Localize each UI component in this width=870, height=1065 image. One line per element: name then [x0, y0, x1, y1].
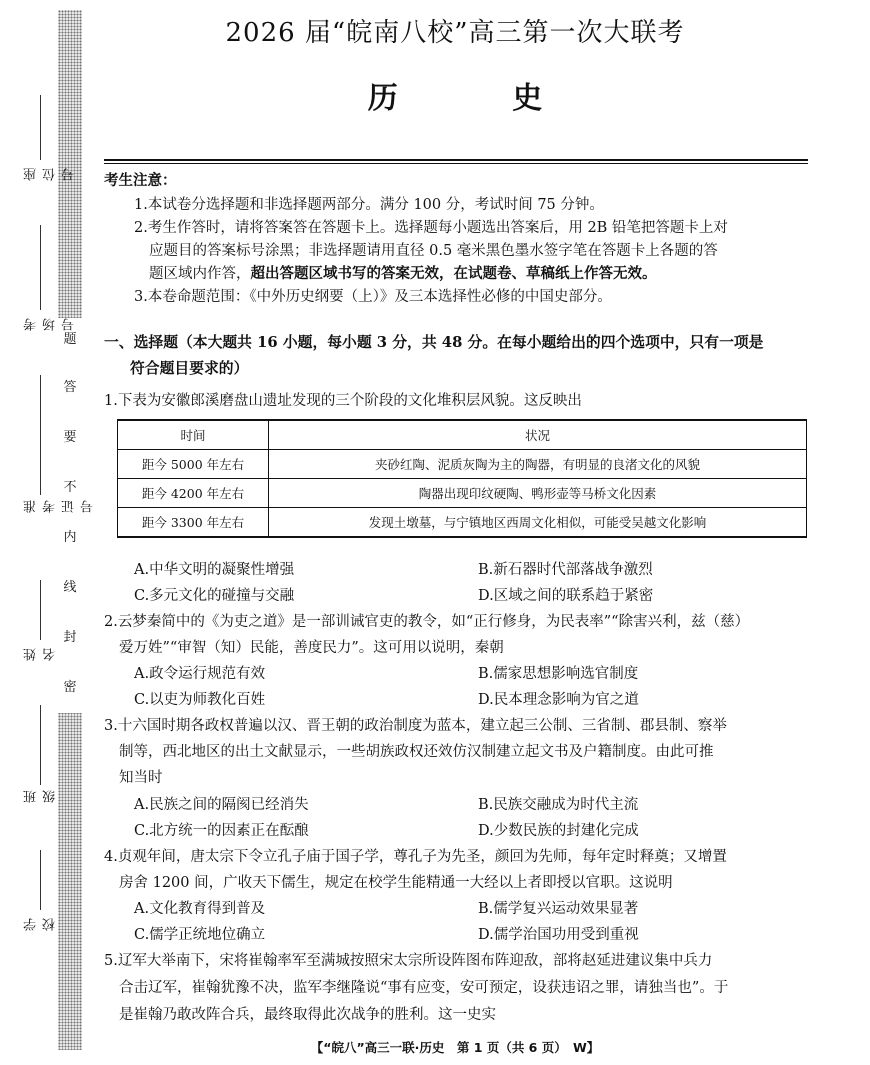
table-header-row — [118, 420, 807, 450]
seal-char: 答 — [63, 380, 77, 395]
notice-line: 应题目的答案标号涂黑；非选择题请用直径 0.5 毫米黑色墨水签字笔在答题卡上各题的答 — [149, 243, 718, 259]
exam-room-line[interactable] — [40, 225, 41, 310]
option-d: D.区域之间的联系趋于紧密 — [478, 588, 654, 604]
notice-heading: 考生注意： — [104, 172, 177, 189]
table-row — [118, 479, 807, 508]
question-2-stem: 2.云梦秦简中的《为吏之道》是一部训诫官吏的教令，如“正行修身，为民表率”“除害兴利，兹（慈） — [104, 614, 750, 630]
notice-emphasis: 超出答题区域书写的答案无效，在试题卷、草稿纸上作答无效。 — [250, 265, 657, 282]
section-heading: 一、选择题（本大题共 16 小题，每小题 3 分，共 48 分。在每小题给出的四个选项中，只有一项是 — [104, 334, 764, 351]
table-cell: 距今 4200 年左右 — [118, 479, 269, 508]
subject-title: 历 史 — [367, 81, 595, 116]
option-a: A.政令运行规范有效 — [134, 666, 266, 682]
option-d: D.儒学治国功用受到重视 — [478, 927, 639, 943]
name-label: 姓名 — [24, 648, 58, 661]
question-4-stem-cont: 房舍 1200 间，广收天下儒生，规定在校学生能精通一大经以上者即授以官职。这说明 — [119, 875, 673, 891]
admission-number-line[interactable] — [40, 375, 41, 495]
class-line[interactable] — [40, 705, 41, 785]
seal-char: 要 — [63, 430, 77, 445]
question-2-stem-cont: 爱万姓”“审智（知）民能，善度民力”。这可用以说明，秦朝 — [119, 640, 504, 656]
question-1-stem: 1.下表为安徽郎溪磨盘山遗址发现的三个阶段的文化堆积层风貌。这反映出 — [104, 393, 582, 409]
seal-char: 题 — [63, 332, 77, 347]
table-cell: 距今 5000 年左右 — [118, 450, 269, 479]
seal-char: 密 — [63, 680, 77, 695]
table-cell: 夹砂红陶、泥质灰陶为主的陶器，有明显的良渚文化的风貌 — [269, 450, 807, 479]
notice-line: 3.本卷命题范围：《中外历史纲要（上）》及三本选择性必修的中国史部分。 — [134, 289, 612, 305]
page-footer: 【“皖八”高三一联·历史 第 1 页（共 6 页） W】 — [310, 1040, 600, 1055]
question-5-stem-cont: 合击辽军，崔翰犹豫不决，监军李继隆说“事有应变，安可预定，设获违诏之罪，请独当也”。于 — [119, 980, 729, 996]
table-header: 状况 — [269, 420, 807, 450]
admission-number-label: 准考证号 — [24, 500, 96, 513]
name-line[interactable] — [40, 580, 41, 640]
seat-number-label: 座位号 — [24, 168, 77, 181]
table-row — [118, 508, 807, 538]
option-b: B.民族交融成为时代主流 — [478, 797, 639, 813]
class-label: 班级 — [24, 790, 58, 803]
question-5-stem: 5.辽军大举南下，宋将崔翰率军至满城按照宋太宗所设阵图布阵迎敌，部将赵延进建议集中兵力 — [104, 953, 713, 969]
seal-char: 内 — [63, 530, 77, 545]
question-1-table — [117, 419, 807, 538]
seal-char: 不 — [63, 480, 77, 495]
table-row — [118, 450, 807, 479]
header-rule — [104, 159, 808, 161]
option-c: C.以吏为师教化百姓 — [134, 692, 266, 708]
question-4-stem: 4.贞观年间，唐太宗下令立孔子庙于国子学，尊孔子为先圣，颜回为先师，每年定时释奠；又增置 — [104, 849, 727, 865]
table-cell: 陶器出现印纹硬陶、鸭形壶等马桥文化因素 — [269, 479, 807, 508]
school-line[interactable] — [40, 850, 41, 910]
question-3-stem-cont: 制等，西北地区的出土文献显示，一些胡族政权还效仿汉制建立起文书及户籍制度。由此可推 — [119, 744, 714, 760]
option-c: C.多元文化的碰撞与交融 — [134, 588, 295, 604]
exam-room-label: 考场号 — [24, 318, 77, 331]
section-heading-cont: 符合题目要求的） — [130, 360, 249, 377]
seal-char: 封 — [63, 630, 77, 645]
notice-line: 1.本试卷分选择题和非选择题两部分。满分 100 分，考试时间 75 分钟。 — [134, 197, 604, 213]
notice-text: 题区域内作答， — [149, 266, 251, 282]
question-5-stem-cont: 是崔翰乃敢改阵合兵，最终取得此次战争的胜利。这一史实 — [119, 1007, 496, 1023]
seal-line-box — [58, 318, 82, 713]
exam-title: 2026 届“皖南八校”高三第一次大联考 — [225, 18, 685, 48]
option-d: D.少数民族的封建化完成 — [478, 823, 639, 839]
header-rule-thin — [104, 163, 808, 164]
option-a: A.文化教育得到普及 — [134, 901, 266, 917]
school-label: 学校 — [24, 918, 58, 931]
option-c: C.北方统一的因素正在酝酿 — [134, 823, 309, 839]
option-d: D.民本理念影响为官之道 — [478, 692, 639, 708]
notice-line — [149, 262, 657, 283]
option-b: B.儒家思想影响选官制度 — [478, 666, 639, 682]
question-3-stem-cont: 知当时 — [119, 770, 163, 786]
option-c: C.儒学正统地位确立 — [134, 927, 266, 943]
notice-line: 2.考生作答时，请将答案答在答题卡上。选择题每小题选出答案后，用 2B 铅笔把答题卡上对 — [134, 220, 728, 236]
table-header: 时间 — [118, 420, 269, 450]
table-cell: 距今 3300 年左右 — [118, 508, 269, 538]
seal-char: 线 — [63, 580, 77, 595]
option-b: B.儒学复兴运动效果显著 — [478, 901, 639, 917]
question-3-stem: 3.十六国时期各政权普遍以汉、晋王朝的政治制度为蓝本，建立起三公制、三省制、郡县制、察举 — [104, 718, 727, 734]
option-a: A.中华文明的凝聚性增强 — [134, 562, 295, 578]
option-b: B.新石器时代部落战争激烈 — [478, 562, 653, 578]
option-a: A.民族之间的隔阂已经消失 — [134, 797, 309, 813]
table-cell: 发现土墩墓，与宁镇地区西周文化相似，可能受吴越文化影响 — [269, 508, 807, 538]
